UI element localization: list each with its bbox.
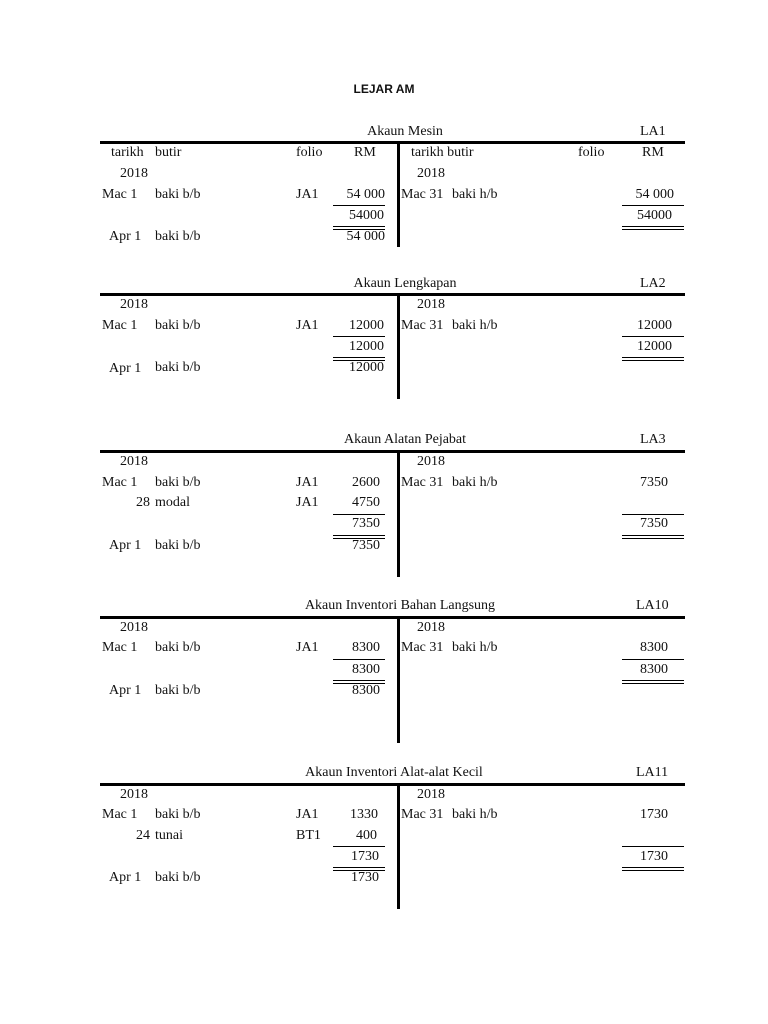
credit-year: 2018 (417, 454, 445, 469)
account-top-rule (100, 141, 685, 144)
debit-row-folio: JA1 (296, 495, 319, 510)
account-code: LA3 (640, 432, 666, 447)
debit-double-rule (333, 535, 385, 536)
debit-row-desc: baki b/b (155, 318, 201, 333)
credit-row-amount: 7350 (640, 475, 668, 490)
debit-row-amount: 8300 (352, 640, 380, 655)
debit-row-amount: 1330 (350, 807, 378, 822)
credit-row-desc: baki h/b (452, 187, 498, 202)
account-code: LA11 (636, 765, 669, 780)
credit-double-rule (622, 535, 684, 536)
debit-row-date: 28 (136, 495, 150, 510)
debit-row-date: Mac 1 (102, 640, 138, 655)
account-center-rule (397, 783, 400, 909)
account-center-rule (397, 616, 400, 743)
debit-row-date: 24 (136, 828, 150, 843)
debit-year: 2018 (120, 166, 148, 181)
debit-total: 1730 (351, 849, 379, 864)
debit-row-amount: 400 (356, 828, 377, 843)
credit-total-rule (622, 205, 684, 206)
debit-double-rule (333, 680, 385, 681)
credit-double-rule-2 (622, 683, 684, 684)
credit-row-amount: 12000 (637, 318, 672, 333)
account-title: Akaun Inventori Alat-alat Kecil (305, 765, 483, 780)
debit-row-folio: JA1 (296, 640, 319, 655)
debit-total-rule (333, 205, 385, 206)
credit-total-rule (622, 846, 684, 847)
carry-amount: 12000 (349, 360, 384, 375)
debit-row-date: Mac 1 (102, 187, 138, 202)
credit-double-rule-2 (622, 229, 684, 230)
credit-total-rule (622, 336, 684, 337)
account-center-rule (397, 450, 400, 577)
credit-double-rule-2 (622, 538, 684, 539)
account-center-rule (397, 293, 400, 399)
account-center-rule (397, 141, 400, 247)
header-rm: RM (354, 145, 376, 160)
debit-total: 7350 (352, 516, 380, 531)
header-tarikh-butir-credit: tarikh butir (411, 145, 474, 160)
account-top-rule (100, 783, 685, 786)
credit-row-amount: 54 000 (635, 187, 674, 202)
account-title: Akaun Lengkapan (353, 276, 457, 291)
debit-row-folio: JA1 (296, 187, 319, 202)
credit-row-date: Mac 31 (401, 640, 444, 655)
debit-row-desc: baki b/b (155, 807, 201, 822)
debit-row-amount: 2600 (352, 475, 380, 490)
account-title: Akaun Inventori Bahan Langsung (304, 598, 496, 613)
debit-row-desc: modal (155, 495, 190, 510)
credit-double-rule (622, 867, 684, 868)
credit-row-desc: baki h/b (452, 475, 498, 490)
debit-total-rule (333, 336, 385, 337)
debit-year: 2018 (120, 787, 148, 802)
credit-double-rule (622, 680, 684, 681)
debit-row-amount: 12000 (349, 318, 384, 333)
debit-double-rule (333, 226, 385, 227)
credit-total: 7350 (640, 516, 668, 531)
credit-row-date: Mac 31 (401, 475, 444, 490)
header-folio-credit: folio (578, 145, 605, 160)
credit-row-desc: baki h/b (452, 640, 498, 655)
credit-row-amount: 8300 (640, 640, 668, 655)
credit-total-rule (622, 514, 684, 515)
carry-desc: baki b/b (155, 683, 201, 698)
credit-total: 1730 (640, 849, 668, 864)
carry-date: Apr 1 (109, 229, 142, 244)
debit-double-rule (333, 357, 385, 358)
debit-total-rule (333, 659, 385, 660)
debit-row-folio: JA1 (296, 807, 319, 822)
account-title: Akaun Alatan Pejabat (343, 432, 467, 447)
carry-desc: baki b/b (155, 870, 201, 885)
debit-total: 54000 (349, 208, 384, 223)
account-code: LA1 (640, 124, 666, 139)
carry-date: Apr 1 (109, 683, 142, 698)
debit-row-desc: baki b/b (155, 475, 201, 490)
credit-year: 2018 (417, 166, 445, 181)
credit-total-rule (622, 659, 684, 660)
credit-double-rule (622, 226, 684, 227)
credit-double-rule-2 (622, 870, 684, 871)
debit-total-rule (333, 514, 385, 515)
account-top-rule (100, 450, 685, 453)
carry-amount: 7350 (352, 538, 380, 553)
credit-row-amount: 1730 (640, 807, 668, 822)
account-title: Akaun Mesin (367, 124, 443, 139)
debit-row-amount: 54 000 (346, 187, 385, 202)
carry-date: Apr 1 (109, 361, 142, 376)
debit-row-amount: 4750 (352, 495, 380, 510)
credit-row-date: Mac 31 (401, 807, 444, 822)
header-rm-credit: RM (642, 145, 664, 160)
credit-row-date: Mac 31 (401, 318, 444, 333)
carry-desc: baki b/b (155, 538, 201, 553)
credit-total: 54000 (637, 208, 672, 223)
carry-amount: 54 000 (346, 229, 385, 244)
debit-row-desc: baki b/b (155, 187, 201, 202)
debit-row-folio: JA1 (296, 318, 319, 333)
header-butir: butir (155, 145, 182, 160)
account-top-rule (100, 293, 685, 296)
account-code: LA10 (636, 598, 669, 613)
debit-row-folio: JA1 (296, 475, 319, 490)
credit-total: 12000 (637, 339, 672, 354)
carry-amount: 1730 (351, 870, 379, 885)
credit-year: 2018 (417, 620, 445, 635)
debit-row-folio: BT1 (296, 828, 321, 843)
debit-row-date: Mac 1 (102, 318, 138, 333)
debit-row-date: Mac 1 (102, 807, 138, 822)
debit-total-rule (333, 846, 385, 847)
debit-year: 2018 (120, 454, 148, 469)
debit-year: 2018 (120, 297, 148, 312)
credit-double-rule (622, 357, 684, 358)
debit-row-desc: baki b/b (155, 640, 201, 655)
debit-row-date: Mac 1 (102, 475, 138, 490)
credit-total: 8300 (640, 662, 668, 677)
page-title: LEJAR AM (353, 82, 415, 96)
debit-year: 2018 (120, 620, 148, 635)
account-code: LA2 (640, 276, 666, 291)
carry-desc: baki b/b (155, 360, 201, 375)
header-tarikh: tarikh (111, 145, 144, 160)
credit-double-rule-2 (622, 360, 684, 361)
account-top-rule (100, 616, 685, 619)
debit-double-rule (333, 867, 385, 868)
debit-total: 12000 (349, 339, 384, 354)
carry-date: Apr 1 (109, 870, 142, 885)
credit-year: 2018 (417, 297, 445, 312)
carry-date: Apr 1 (109, 538, 142, 553)
header-folio: folio (296, 145, 323, 160)
credit-year: 2018 (417, 787, 445, 802)
carry-desc: baki b/b (155, 229, 201, 244)
debit-row-desc: tunai (155, 828, 183, 843)
carry-amount: 8300 (352, 683, 380, 698)
credit-row-desc: baki h/b (452, 318, 498, 333)
debit-total: 8300 (352, 662, 380, 677)
credit-row-desc: baki h/b (452, 807, 498, 822)
credit-row-date: Mac 31 (401, 187, 444, 202)
